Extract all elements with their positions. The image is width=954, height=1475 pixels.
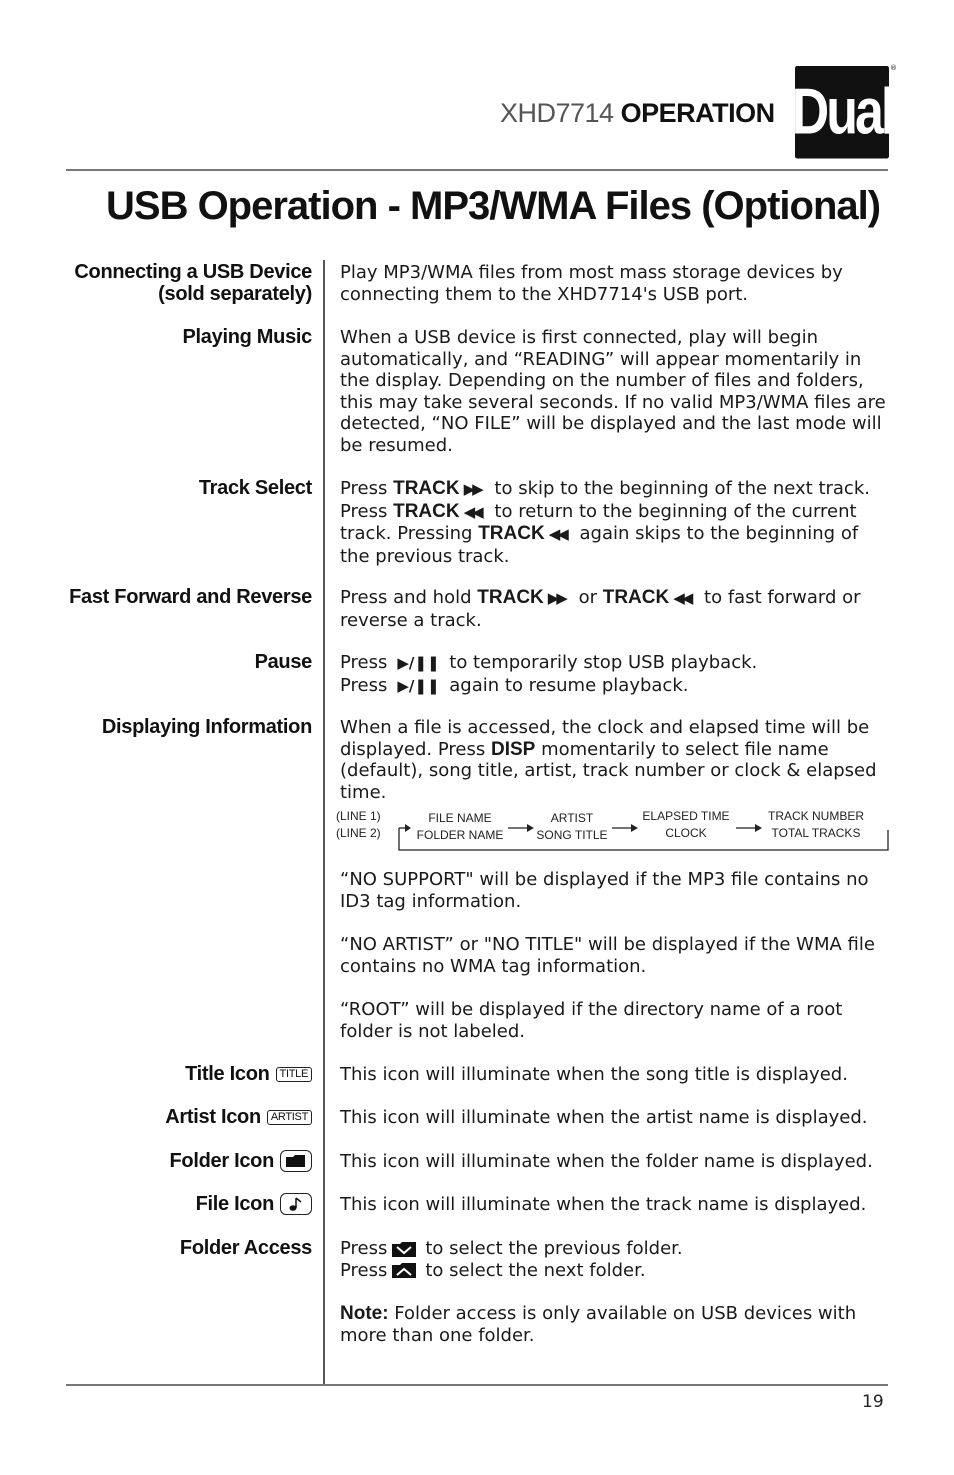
music-note-icon (280, 1193, 312, 1215)
ff-or: or (578, 587, 597, 608)
text-artist-icon (340, 1107, 890, 1129)
word-press: Press (340, 478, 388, 499)
diagram-artist: ARTIST (550, 811, 594, 825)
ff-text-2: to fast forward or reverse a track. (340, 587, 861, 631)
diagram-step-file (416, 810, 504, 844)
note-text: Folder access is only available on USB devices with more than one folder. (340, 1303, 857, 1346)
track-key: TRACK (478, 523, 545, 545)
text-folder-icon (340, 1151, 890, 1173)
disp-key: DISP (490, 738, 536, 760)
label-title-icon (185, 1063, 312, 1085)
file-icon-text: This icon will illuminate when the track name is displayed. (340, 1194, 867, 1215)
next-track-icon: ▶▶ (463, 480, 481, 498)
folder-icon-label: Folder Icon (169, 1150, 274, 1172)
word-press: Press (340, 1259, 388, 1281)
diagram-song-title: SONG TITLE (536, 828, 608, 842)
artist-icon-label: Artist Icon (165, 1106, 261, 1128)
word-press: Press (340, 674, 388, 696)
track-text-3: again skips to the beginning of the previous track. (340, 523, 859, 567)
page-number: 19 (862, 1392, 884, 1412)
label-connecting-line1: Connecting a USB Device (74, 261, 312, 283)
display-text-1: When a file is accessed, the clock and elapsed time will be displayed. Press (340, 717, 870, 760)
label-connecting-line2: (sold separately) (158, 283, 312, 305)
folder-up-icon (391, 1262, 417, 1279)
word-press: Press (340, 652, 388, 673)
page-title: USB Operation - MP3/WMA Files (Optional) (106, 184, 881, 228)
diagram-track-number: TRACK NUMBER (767, 809, 864, 823)
diagram-step-time (640, 808, 732, 842)
title-icon-label: Title Icon (185, 1063, 270, 1085)
header-operation (500, 98, 775, 129)
text-pause (340, 652, 890, 697)
label-file-icon (196, 1193, 312, 1215)
title-icon-text: This icon will illuminate when the song title is displayed. (340, 1064, 848, 1085)
text-connecting-body: Play MP3/WMA files from most mass storage devices by connecting them to the XHD7714's USB port. (340, 262, 843, 305)
label-playing-music: Playing Music (182, 326, 312, 348)
diagram-total-tracks: TOTAL TRACKS (771, 826, 861, 840)
label-displaying-info: Displaying Information (101, 716, 312, 738)
column-divider (323, 260, 325, 1385)
diagram-elapsed-time: ELAPSED TIME (642, 809, 730, 823)
track-key: TRACK (477, 587, 544, 608)
label-fast-forward: Fast Forward and Reverse (69, 586, 312, 608)
text-no-artist (340, 934, 890, 977)
diagram-step-artist (536, 810, 608, 844)
text-playing-music (340, 327, 890, 457)
label-folder-icon (170, 1150, 312, 1172)
folder-icon (280, 1150, 312, 1172)
model-number: XHD7714 (500, 98, 614, 128)
text-note (340, 1303, 890, 1346)
artist-icon-text: This icon will illuminate when the artist name is displayed. (340, 1107, 868, 1128)
display-cycle-diagram (336, 806, 892, 856)
track-key: TRACK (602, 587, 670, 608)
title-badge-icon: TITLE (276, 1067, 312, 1082)
diagram-folder-name: FOLDER NAME (416, 828, 504, 842)
diagram-file-name: FILE NAME (428, 811, 492, 825)
next-track-icon: ▶▶ (547, 589, 565, 607)
label-artist-icon (165, 1106, 312, 1128)
text-fast-forward (340, 587, 890, 631)
text-displaying-info (340, 717, 890, 803)
track-text-2: to return to the beginning of the current track. Pressing (340, 500, 857, 545)
registered-mark: ® (890, 64, 897, 72)
text-no-support (340, 869, 890, 912)
text-root (340, 999, 890, 1042)
folder-next-text: to select the next folder. (425, 1259, 646, 1281)
text-file-icon (340, 1194, 890, 1216)
play-pause-icon: ▶/❚❚ (397, 654, 440, 672)
no-artist-text: “NO ARTIST” or "NO TITLE" will be displayed if the WMA file contains no WMA tag information. (340, 934, 875, 977)
operation-label: OPERATION (620, 98, 775, 128)
root-text: “ROOT” will be displayed if the directory name of a root folder is not labeled. (340, 999, 843, 1042)
dual-logo: Dual (795, 66, 889, 159)
label-folder-access: Folder Access (179, 1237, 312, 1259)
top-rule (66, 169, 888, 171)
note-label: Note: (340, 1303, 389, 1324)
folder-down-icon (391, 1241, 417, 1258)
file-icon-label: File Icon (195, 1193, 274, 1215)
diagram-line-labels (336, 808, 381, 842)
folder-prev-text: to select the previous folder. (425, 1238, 683, 1259)
text-playing-body: When a USB device is first connected, play will begin automatically, and “READING” will appear momentarily in the display. Depending on the number of files and folders, this may take several seconds. If no valid MP3/WMA files are detected, “NO FILE” will be displayed and the last mode will be resumed. (340, 327, 886, 456)
display-text-2: momentarily to select file name (default), song title, artist, track number or clock & elapsed time. (340, 738, 877, 803)
no-support-text: “NO SUPPORT" will be displayed if the MP3 file contains no ID3 tag information. (340, 869, 869, 912)
bottom-rule (66, 1384, 888, 1386)
diagram-step-track (764, 808, 868, 842)
diagram-line2: (LINE 2) (336, 826, 381, 840)
text-title-icon (340, 1064, 890, 1086)
text-track-select (340, 478, 890, 567)
prev-track-icon: ◀◀ (463, 502, 481, 521)
diagram-clock: CLOCK (665, 826, 707, 840)
track-key: TRACK (393, 478, 460, 499)
prev-track-icon: ◀◀ (548, 525, 566, 544)
pause-text-2: again to resume playback. (449, 674, 689, 696)
text-folder-access (340, 1238, 890, 1281)
label-pause: Pause (254, 651, 312, 673)
folder-icon-text: This icon will illuminate when the folder name is displayed. (340, 1151, 873, 1172)
ff-text-1: Press and hold (340, 587, 472, 608)
prev-track-icon: ◀◀ (673, 589, 691, 607)
play-pause-icon: ▶/❚❚ (397, 676, 440, 695)
label-track-select: Track Select (198, 477, 312, 499)
word-press: Press (340, 1238, 388, 1259)
track-key: TRACK (393, 500, 460, 522)
label-connecting (74, 261, 312, 305)
track-text-1: to skip to the beginning of the next track. Press (340, 478, 870, 522)
artist-badge-icon: ARTIST (267, 1110, 312, 1125)
text-connecting (340, 262, 890, 305)
diagram-line1: (LINE 1) (336, 809, 381, 823)
pause-text-1: to temporarily stop USB playback. (449, 652, 758, 673)
